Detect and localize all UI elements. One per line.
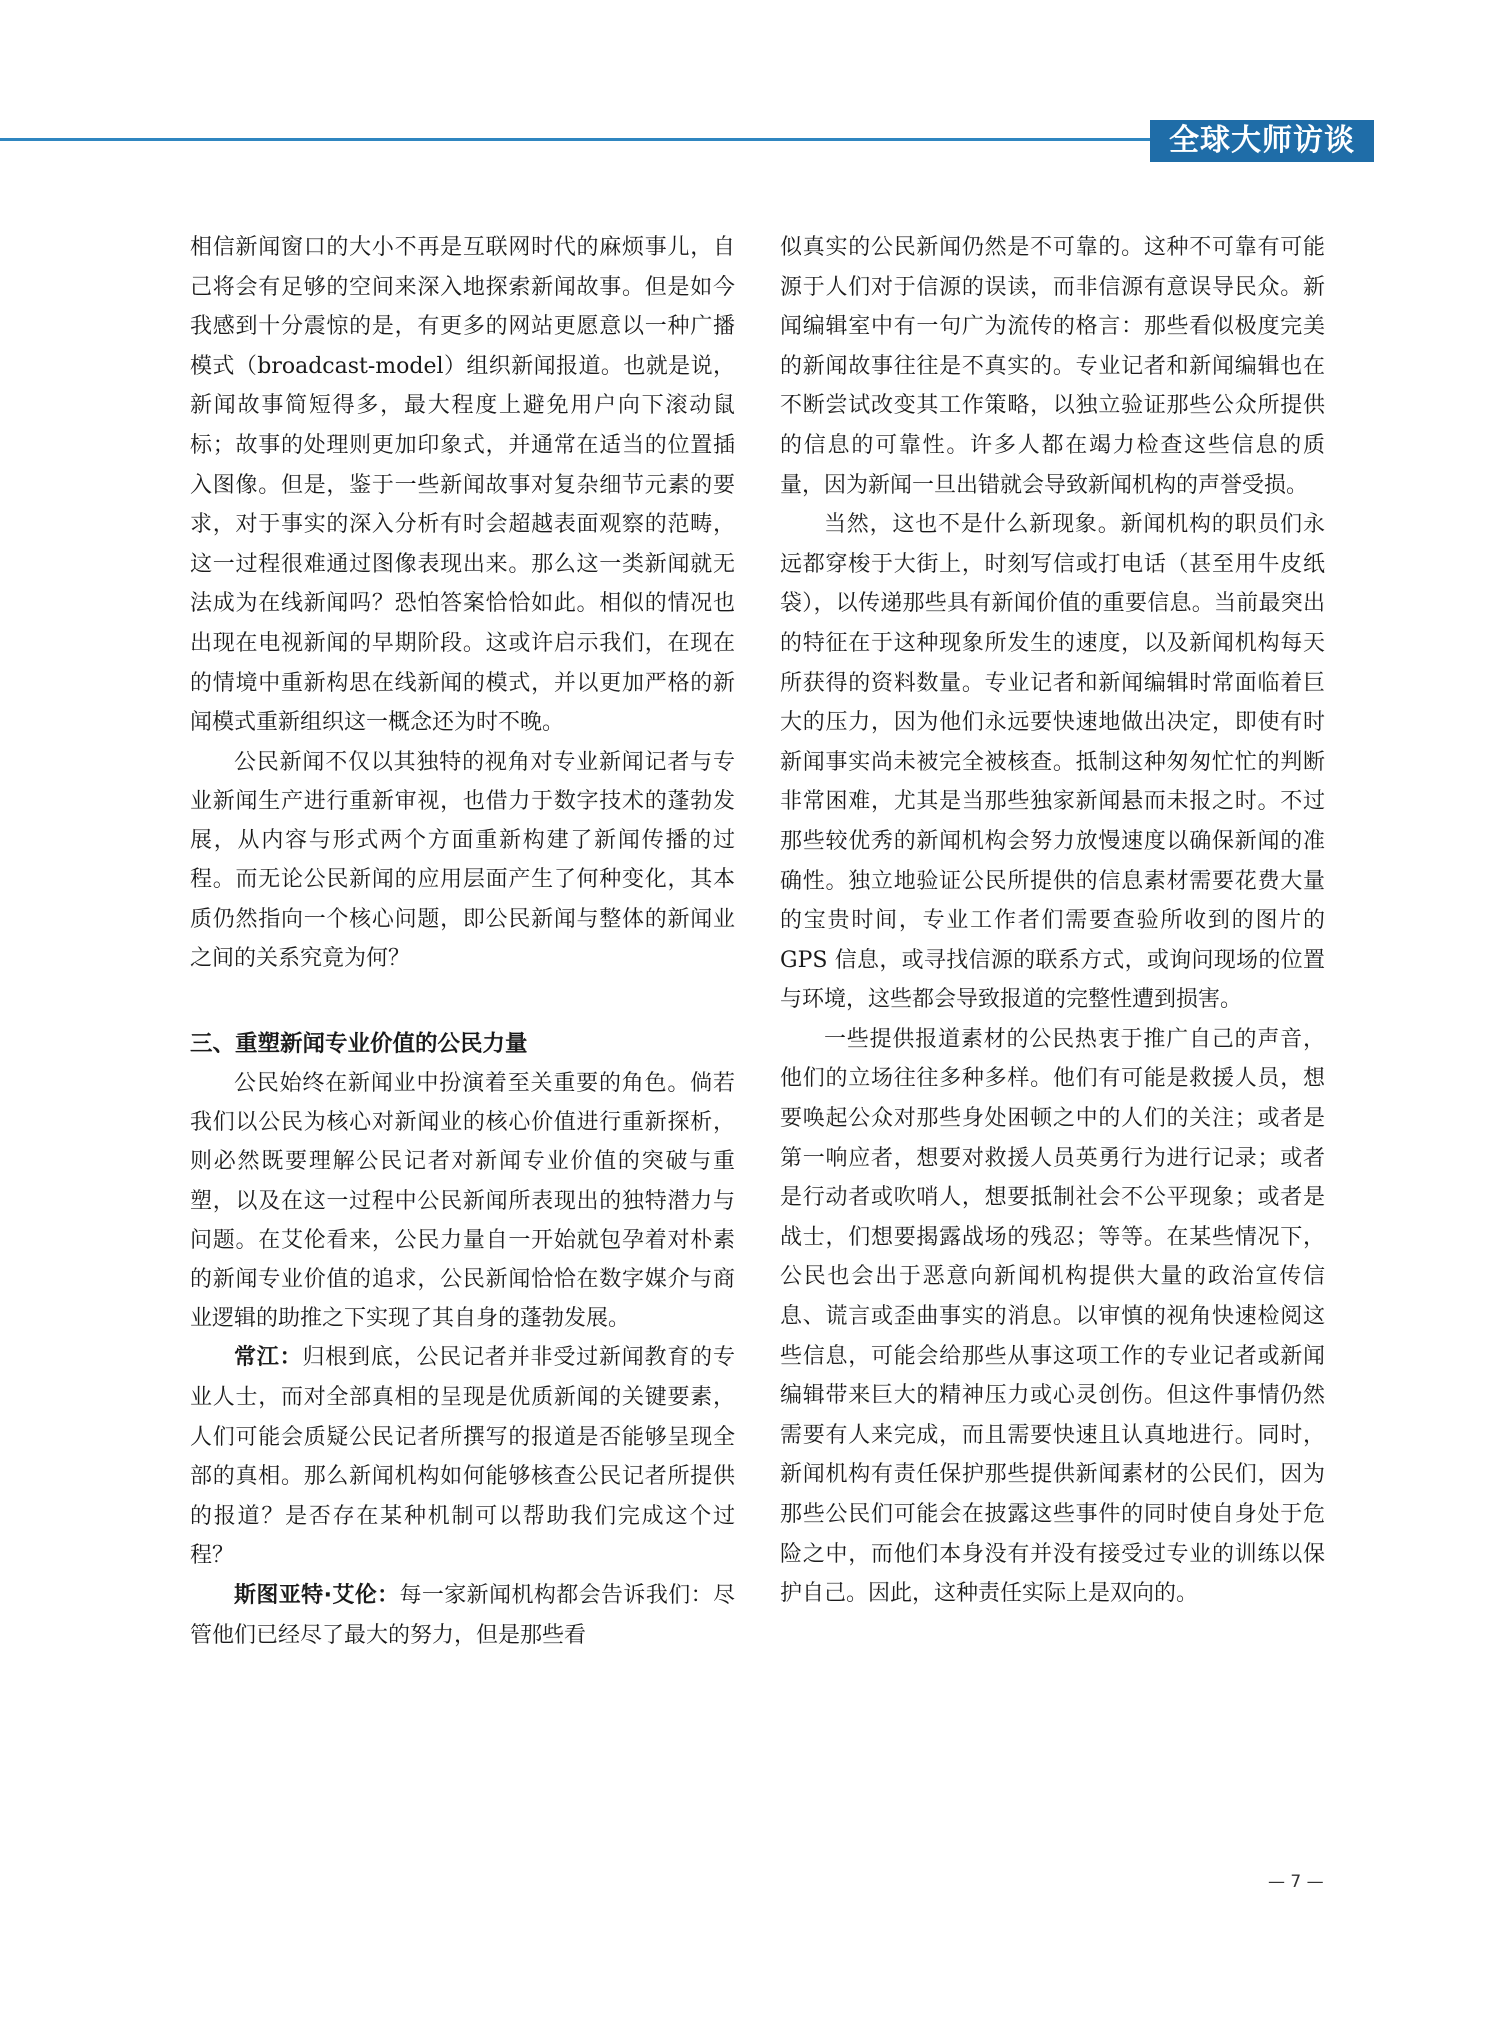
- answer-paragraph: [190, 1576, 735, 1655]
- left-paragraph-1: 相信新闻窗口的大小不再是互联网时代的麻烦事儿，自己将会有足够的空间来深入地探索新闻故事。但是如今我感到十分震惊的是，有更多的网站更愿意以一种广播模式（broadcast-model）组织新闻报道。也就是说，新闻故事简短得多，最大程度上避免用户向下滚动鼠标；故事的处理则更加印象式，并通常在适当的位置插入图像。但是，鉴于一些新闻故事对复杂细节元素的要求，对于事实的深入分析有时会超越表面观察的范畴，这一过程很难通过图像表现出来。那么这一类新闻就无法成为在线新闻吗？恐怕答案恰恰如此。相似的情况也出现在电视新闻的早期阶段。这或许启示我们，在现在的情境中重新构思在线新闻的模式，并以更加严格的新闻模式重新组织这一概念还为时不晚。: [190, 235, 735, 736]
- right-paragraph-1: 似真实的公民新闻仍然是不可靠的。这种不可靠有可能源于人们对于信源的误读，而非信源有意误导民众。新闻编辑室中有一句广为流传的格言：那些看似极度完美的新闻故事往往是不真实的。专业记者和新闻编辑也在不断尝试改变其工作策略，以独立验证那些公众所提供的信息的可靠性。许多人都在竭力检查这些信息的质量，因为新闻一旦出错就会导致新闻机构的声誉受损。: [780, 235, 1325, 498]
- right-paragraph-2: 当然，这也不是什么新现象。新闻机构的职员们永远都穿梭于大街上，时刻写信或打电话（甚至用牛皮纸袋），以传递那些具有新闻价值的重要信息。当前最突出的特征在于这种现象所发生的速度，以及新闻机构每天所获得的资料数量。专业记者和新闻编辑时常面临着巨大的压力，因为他们永远要快速地做出决定，即使有时新闻事实尚未被完全被核查。抵制这种匆匆忙忙的判断非常困难，尤其是当那些独家新闻悬而未报之时。不过那些较优秀的新闻机构会努力放慢速度以确保新闻的准确性。独立地验证公民所提供的信息素材需要花费大量的宝贵时间，专业工作者们需要查验所收到的图片的 GPS 信息，或寻找信源的联系方式，或询问现场的位置与环境，这些都会导致报道的完整性遭到损害。: [780, 512, 1325, 1013]
- left-column: [190, 228, 735, 1655]
- answer-speaker: 斯图亚特·艾伦：: [234, 1582, 400, 1608]
- section-heading: 三、重塑新闻专业价值的公民力量: [190, 1030, 528, 1057]
- header-rule: [0, 138, 1150, 141]
- right-paragraph-3: 一些提供报道素材的公民热衷于推广自己的声音，他们的立场往往多种多样。他们有可能是救援人员，想要唤起公众对那些身处困顿之中的人们的关注；或者是第一响应者，想要对救援人员英勇行为进行记录；或者是行动者或吹哨人，想要抵制社会不公平现象；或者是战士，们想要揭露战场的残忍；等等。在某些情况下，公民也会出于恶意向新闻机构提供大量的政治宣传信息、谎言或歪曲事实的消息。以审慎的视角快速检阅这些信息，可能会给那些从事这项工作的专业记者或新闻编辑带来巨大的精神压力或心灵创伤。但这件事情仍然需要有人来完成，而且需要快速且认真地进行。同时，新闻机构有责任保护那些提供新闻素材的公民们，因为那些公民们可能会在披露这些事件的同时使自身处于危险之中，而他们本身没有并没有接受过专业的训练以保护自己。因此，这种责任实际上是双向的。: [780, 1026, 1325, 1607]
- question-text: 归根到底，公民记者并非受过新闻教育的专业人士，而对全部真相的呈现是优质新闻的关键要素，人们可能会质疑公民记者所撰写的报道是否能够呈现全部的真相。那么新闻机构如何能够核查公民记者所提供的报道？是否存在某种机制可以帮助我们完成这个过程？: [190, 1345, 735, 1569]
- left-paragraph-3: 公民始终在新闻业中扮演着至关重要的角色。倘若我们以公民为核心对新闻业的核心价值进行重新探析，则必然既要理解公民记者对新闻专业价值的突破与重塑，以及在这一过程中公民新闻所表现出的独特潜力与问题。在艾伦看来，公民力量自一开始就包孕着对朴素的新闻专业价值的追求，公民新闻恰恰在数字媒介与商业逻辑的助推之下实现了其自身的蓬勃发展。: [190, 1070, 735, 1332]
- question-speaker: 常江：: [234, 1345, 303, 1371]
- right-column: [780, 228, 1325, 1614]
- section-title-badge: 全球大师访谈: [1150, 120, 1374, 162]
- left-paragraph-2: 公民新闻不仅以其独特的视角对专业新闻记者与专业新闻生产进行重新审视，也借力于数字技术的蓬勃发展，从内容与形式两个方面重新构建了新闻传播的过程。而无论公民新闻的应用层面产生了何种变化，其本质仍然指向一个核心问题，即公民新闻与整体的新闻业之间的关系究竟为何？: [190, 749, 735, 971]
- answer-text: 每一家新闻机构都会告诉我们：尽管他们已经尽了最大的努力，但是那些看: [190, 1582, 735, 1648]
- question-paragraph: [190, 1338, 735, 1576]
- page-number: — 7 —: [1268, 1872, 1324, 1892]
